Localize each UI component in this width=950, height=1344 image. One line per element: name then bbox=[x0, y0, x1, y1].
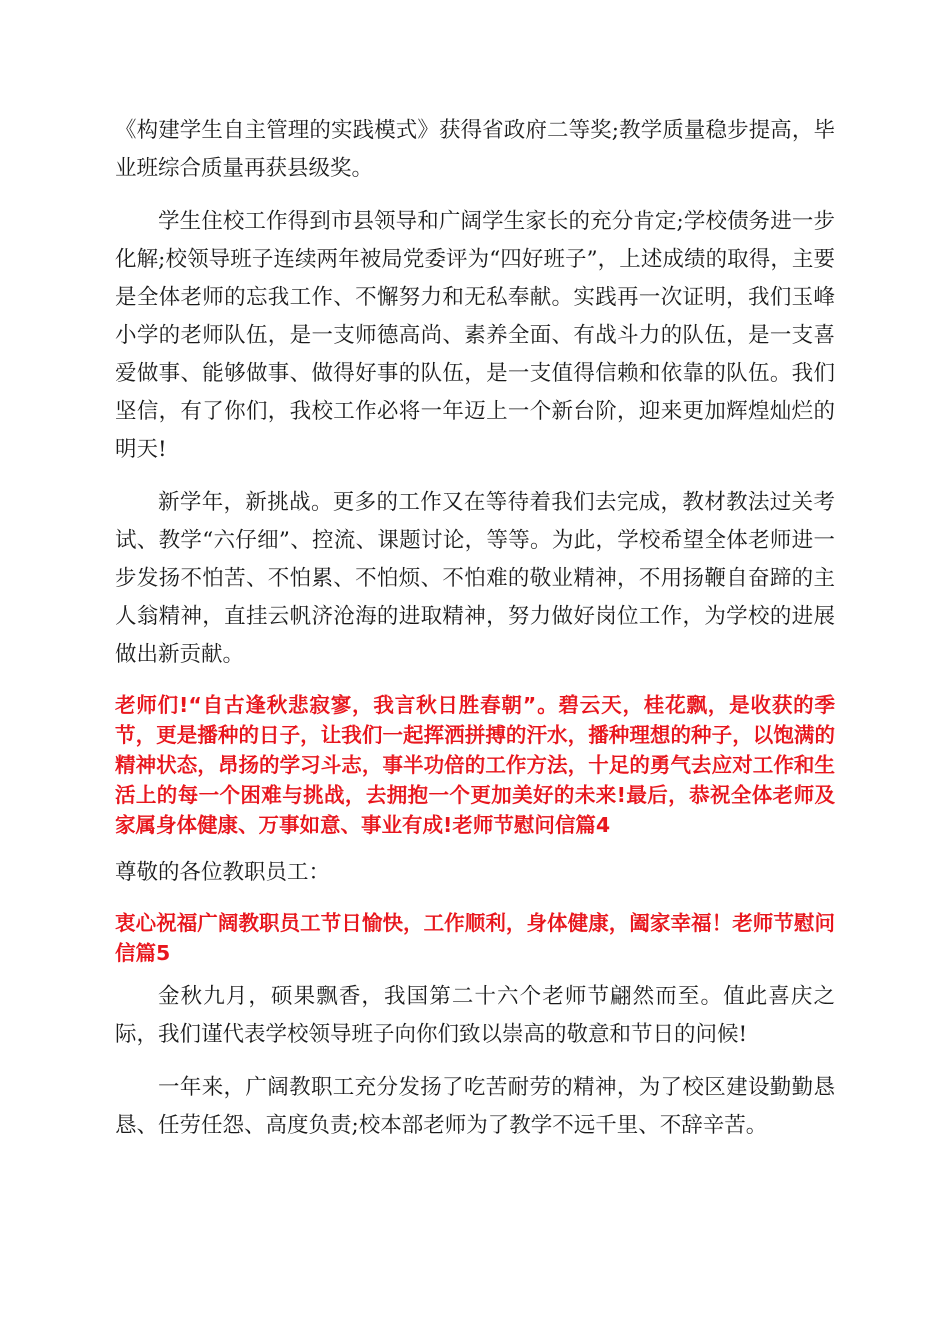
paragraph-3: 新学年，新挑战。更多的工作又在等待着我们去完成，教材教法过关考试、教学“六仔细”、控流、课题讨论，等等。为此，学校希望全体老师进一步发扬不怕苦、不怕累、不怕烦、不怕难的敬业精神，不用扬鞭自奋蹄的主人翁精神，直挂云帆济沧海的进取精神，努力做好岗位工作，为学校的进展做出新贡献。 bbox=[115, 490, 835, 667]
paragraph-6: 金秋九月，硕果飘香，我国第二十六个老师节翩然而至。值此喜庆之际，我们谨代表学校领导班子向你们致以崇高的敬意和节日的问候! bbox=[115, 984, 835, 1047]
paragraph-7: 一年来，广阔教职工充分发扬了吃苦耐劳的精神，为了校区建设勤勤恳恳、任劳任怨、高度负责;校本部老师为了教学不远千里、不辞辛苦。 bbox=[115, 1075, 835, 1138]
salutation: 尊敬的各位教职员工： bbox=[115, 860, 331, 885]
section-heading-4: 老师们!“自古逢秋悲寂寥，我言秋日胜春朝”。碧云天，桂花飘，是收获的季节，更是播种的日子，让我们一起挥洒拼搏的汗水，播种理想的种子，以饱满的精神状态，昂扬的学习斗志，事半功倍的工作方法，十足的勇气去应对工作和生活上的每一个困难与挑战，去拥抱一个更加美好的未来!最后，恭祝全体老师及家属身体健康、万事如意、事业有成!老师节慰问信篇4 bbox=[115, 693, 835, 837]
paragraph-1: 《构建学生自主管理的实践模式》获得省政府二等奖;教学质量稳步提高，毕业班综合质量再获县级奖。 bbox=[115, 118, 835, 181]
paragraph-2: 学生住校工作得到市县领导和广阔学生家长的充分肯定;学校债务进一步化解;校领导班子连续两年被局党委评为“四好班子”，上述成绩的取得，主要是全体老师的忘我工作、不懈努力和无私奉献。实践再一次证明，我们玉峰小学的老师队伍，是一支师德高尚、素养全面、有战斗力的队伍，是一支喜爱做事、能够做事、做得好事的队伍，是一支值得信赖和依靠的队伍。我们坚信，有了你们，我校工作必将一年迈上一个新台阶，迎来更加辉煌灿烂的明天! bbox=[115, 209, 835, 462]
document-body bbox=[115, 112, 835, 1145]
section-heading-5: 衷心祝福广阔教职员工节日愉快，工作顺利，身体健康，阖家幸福！老师节慰问信篇5 bbox=[115, 911, 835, 965]
